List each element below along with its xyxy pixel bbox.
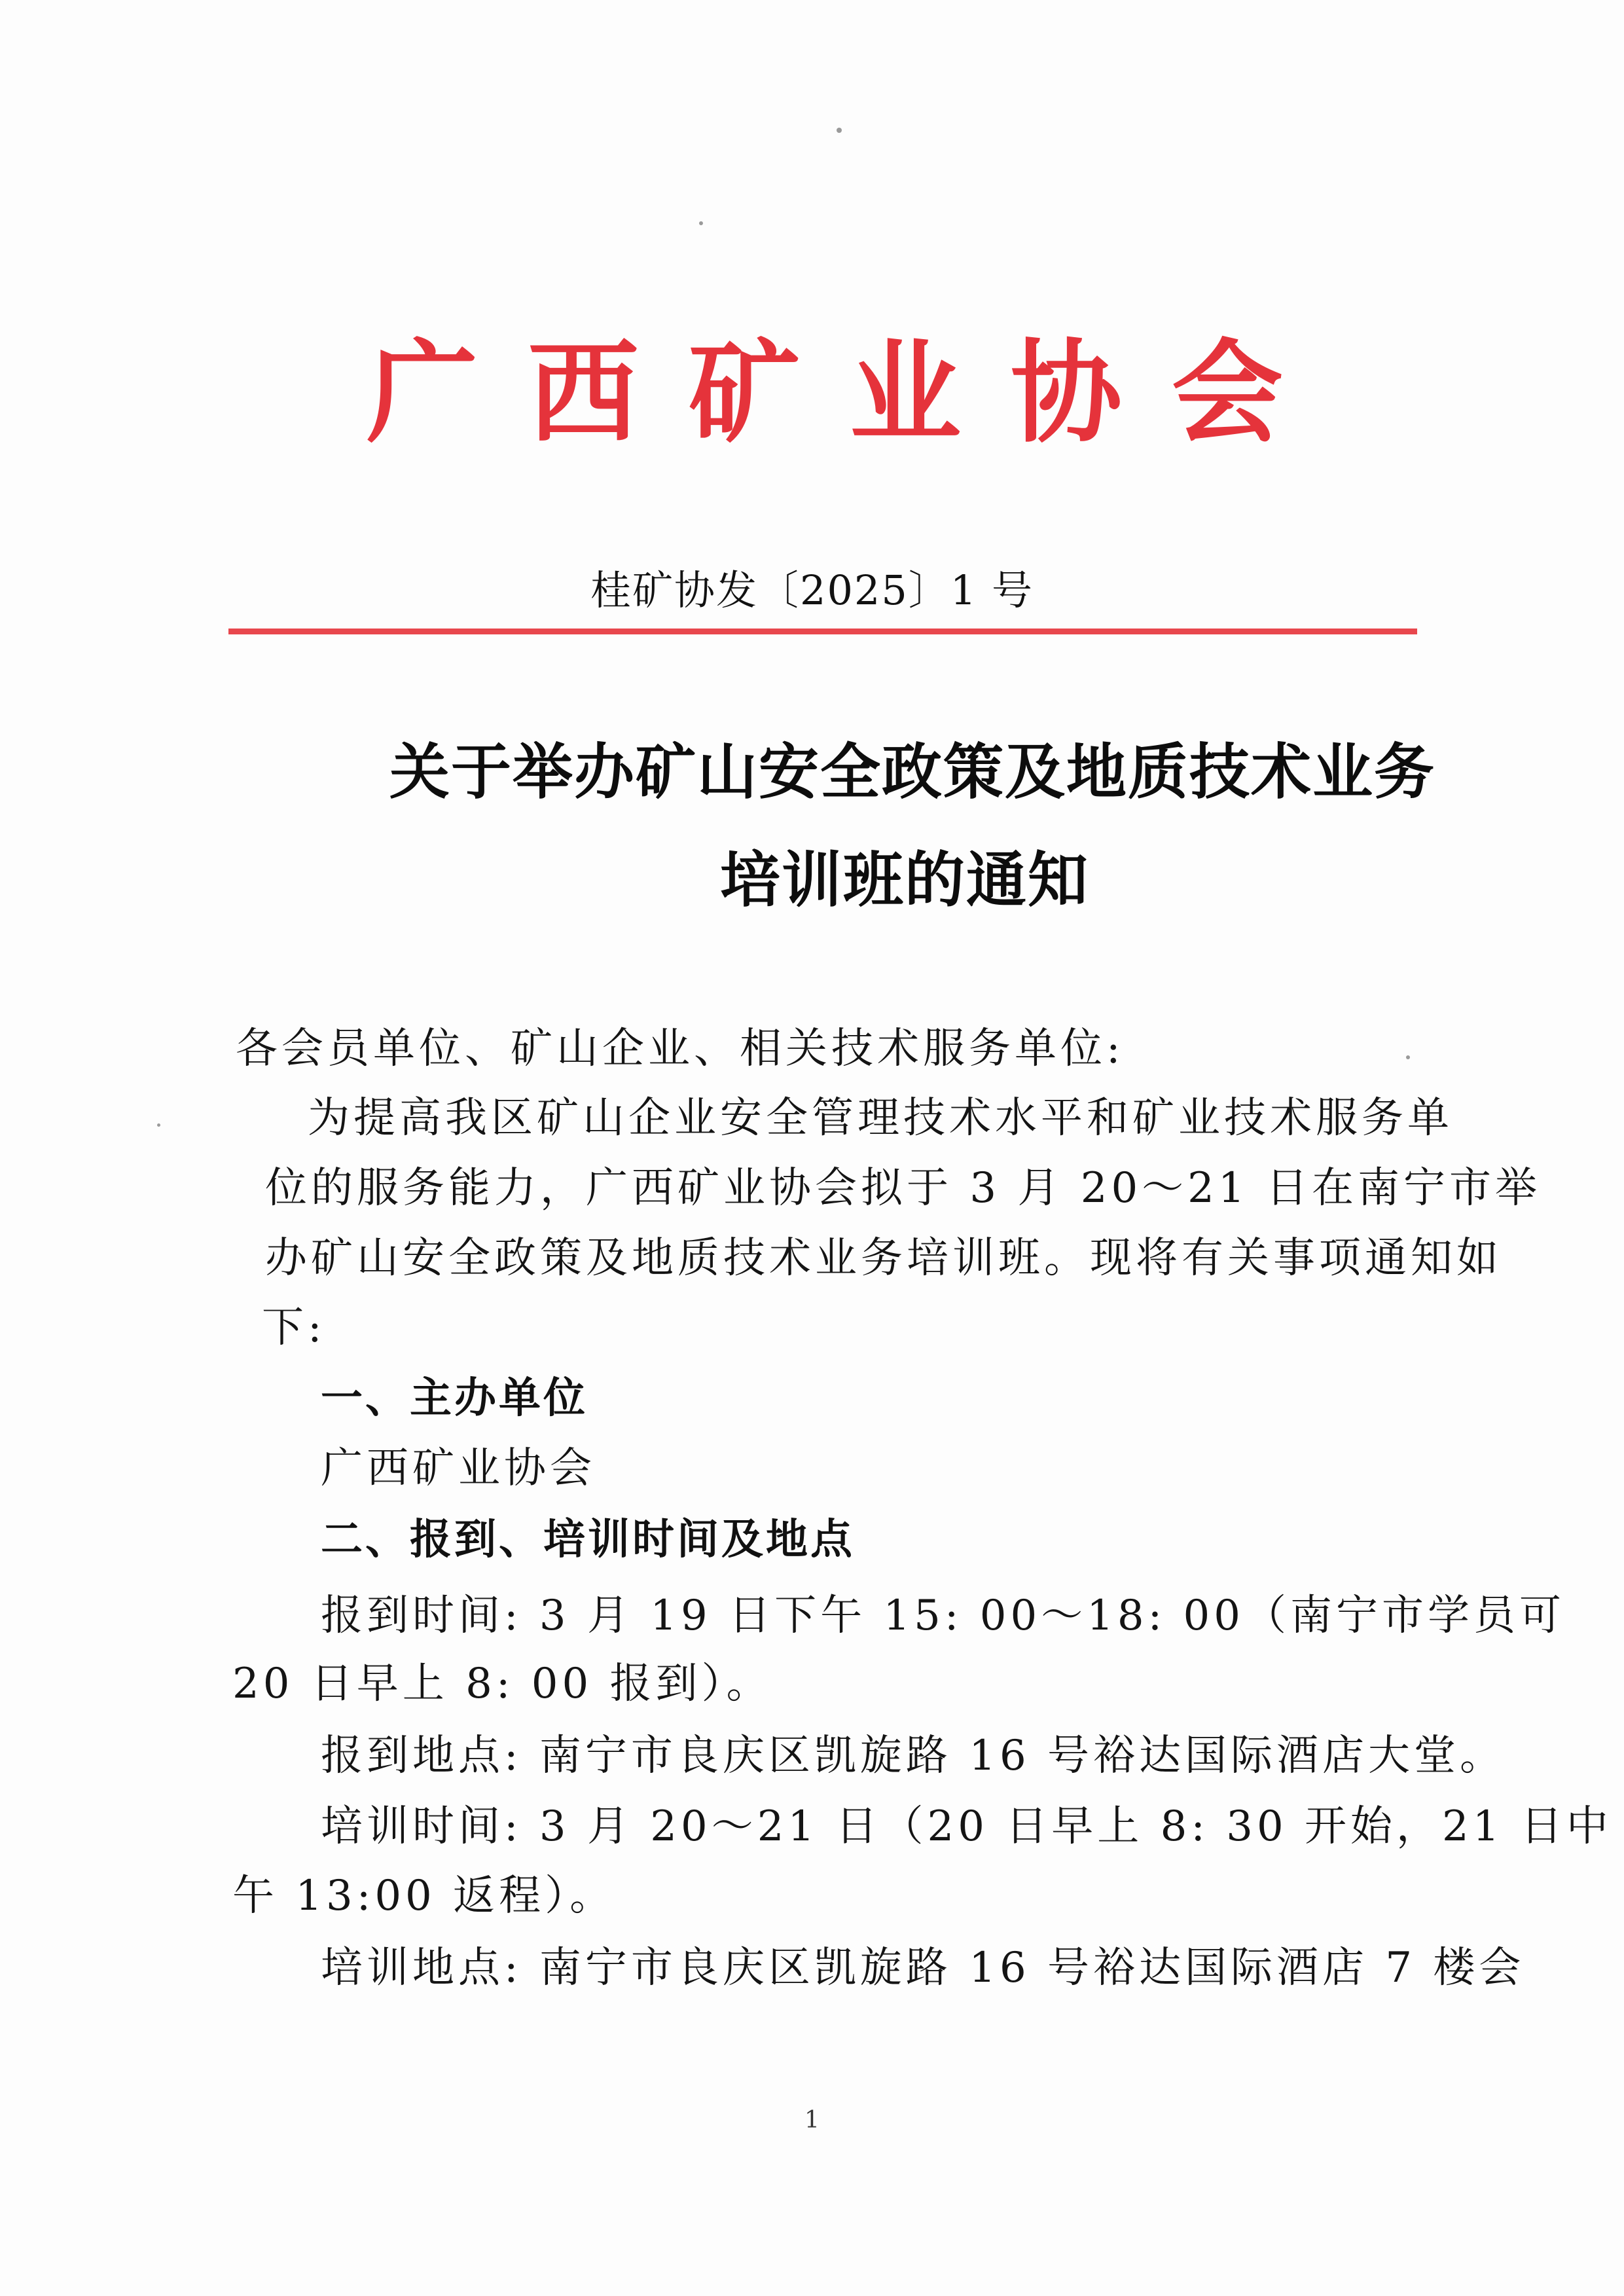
section-1-heading: 一、主办单位 [321, 1374, 588, 1423]
document-number: 桂矿协发〔2025〕1 号 [590, 566, 1034, 614]
train-time-line-1: 培训时间: 3 月 20～21 日（20 日早上 8: 30 开始，21 日中 [321, 1802, 1612, 1851]
red-separator-line [228, 629, 1417, 634]
salutation: 各会员单位、矿山企业、相关技术服务单位: [236, 1025, 1125, 1073]
title-line-1: 关于举办矿山安全政策及地质技术业务 [389, 737, 1436, 807]
report-time-line-1: 报到时间: 3 月 19 日下午 15: 00～18: 00（南宁市学员可 [321, 1592, 1565, 1640]
scan-speck [699, 221, 703, 225]
scan-speck [1406, 1055, 1410, 1059]
train-place: 培训地点: 南宁市良庆区凯旋路 16 号裕达国际酒店 7 楼会 [321, 1944, 1525, 1992]
org-char: 西 [527, 327, 639, 458]
intro-line: 办矿山安全政策及地质技术业务培训班。现将有关事项通知如 [265, 1234, 1502, 1283]
section-2-heading: 二、报到、培训时间及地点 [321, 1516, 855, 1564]
page-number: 1 [804, 2107, 820, 2134]
org-char: 业 [849, 327, 961, 458]
org-name-header [367, 327, 1283, 458]
scan-speck [157, 1123, 160, 1127]
title-line-2: 培训班的通知 [720, 845, 1090, 915]
org-char: 矿 [688, 327, 800, 458]
org-char: 协 [1010, 327, 1122, 458]
intro-line: 位的服务能力，广西矿业协会拟于 3 月 20～21 日在南宁市举 [265, 1164, 1541, 1212]
scan-speck [837, 128, 842, 133]
org-char: 会 [1171, 327, 1283, 458]
intro-line: 下: [262, 1303, 326, 1352]
train-time-line-2: 午 13:00 返程）。 [232, 1872, 616, 1920]
section-1-content: 广西矿业协会 [321, 1444, 596, 1493]
report-place: 报到地点: 南宁市良庆区凯旋路 16 号裕达国际酒店大堂。 [321, 1732, 1506, 1780]
org-char: 广 [367, 327, 478, 458]
intro-line: 为提高我区矿山企业安全管理技术水平和矿业技术服务单 [308, 1094, 1453, 1142]
report-time-line-2: 20 日早上 8: 00 报到）。 [232, 1660, 772, 1708]
